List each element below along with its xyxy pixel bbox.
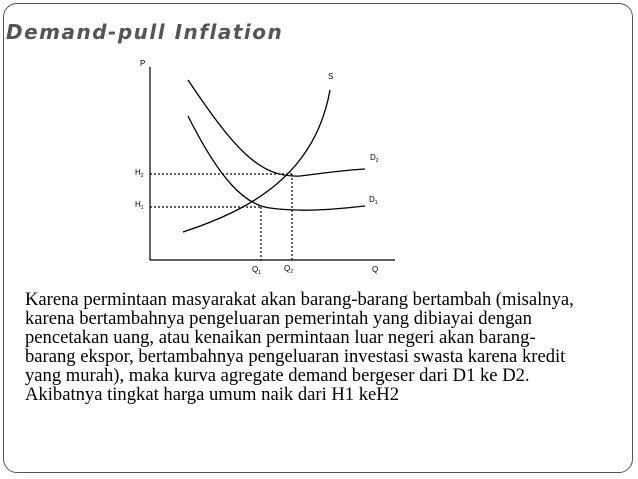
q2-label: $Q_2$ (284, 264, 294, 275)
axis-label-p: P (140, 59, 146, 68)
axis-label-q: Q (372, 265, 379, 274)
slide-body-text: Karena permintaan masyarakat akan barang-barang bertambah (misalnya, karena bertambahnya pengeluaran pemerintah yang dibiayai dengan pencetakan uang, atau kenaikan permintaan luar negeri akan barang-barang ekspor, bertambahnya pengeluaran investasi swasta karena kredit yang murah), maka kurva agregate demand bergeser dari D1 ke D2. Akibatnya tingkat harga umum naik dari H1 keH2 (25, 289, 574, 405)
q1-label: $Q_1$ (252, 265, 262, 276)
d2-label: $D_2$ (370, 153, 379, 164)
h2-label: $H_2$ (135, 168, 144, 179)
supply-label: S (328, 72, 334, 81)
supply-curve (183, 90, 330, 232)
slide-title: Demand-pull Inflation (6, 20, 284, 44)
demand-curve-d1 (188, 116, 365, 210)
d1-label: $D_1$ (369, 195, 378, 206)
h1-label: $H_1$ (135, 200, 144, 211)
